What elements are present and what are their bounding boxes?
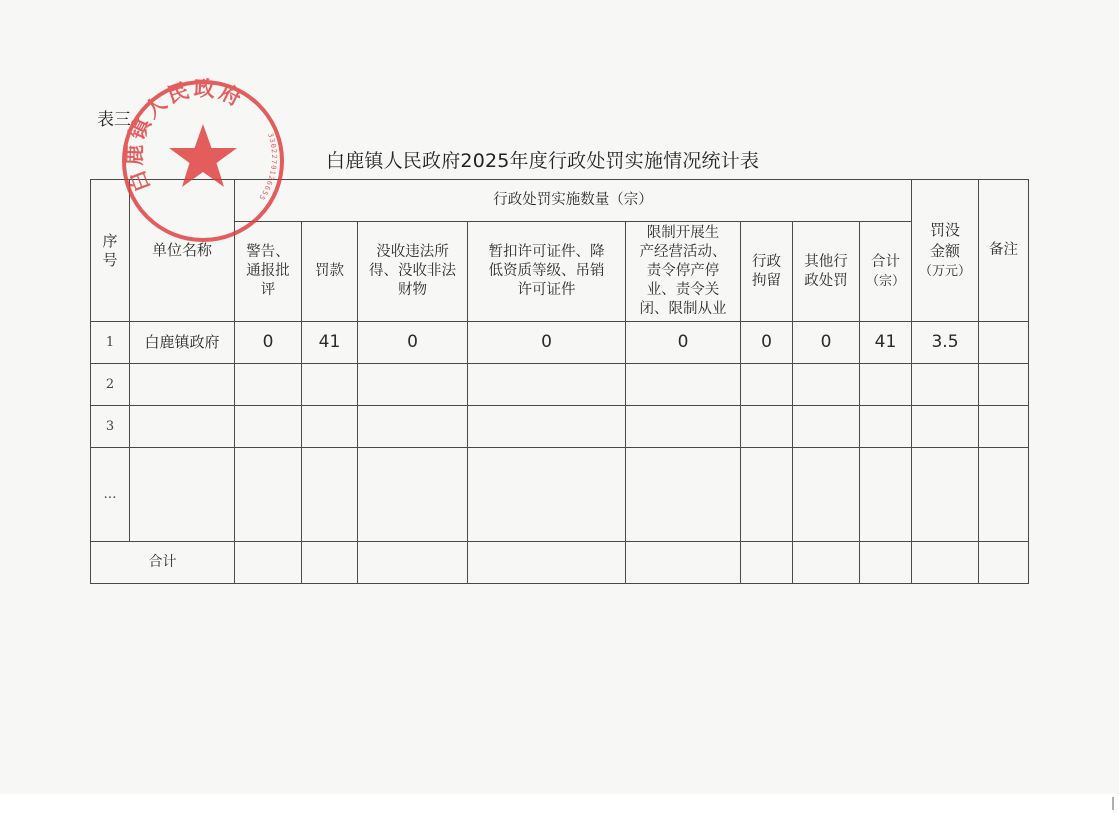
- header-warning: 警告、 通报批 评: [235, 222, 302, 322]
- header-license: 暂扣许可证件、降 低资质等级、吊销 许可证件: [468, 222, 626, 322]
- cell-detention: [741, 364, 793, 406]
- cell-confiscation: [358, 364, 468, 406]
- table-row: [91, 448, 1029, 542]
- header-total-unit: （宗）: [865, 273, 905, 289]
- cell-unit-name: [130, 406, 235, 448]
- cell-amount: 3.5: [912, 322, 979, 364]
- cell-restriction: 0: [626, 322, 741, 364]
- footer-cell: [358, 542, 468, 584]
- header-amount: [912, 180, 979, 322]
- footer-total-label: 合计: [91, 542, 235, 584]
- footer-cell: [793, 542, 860, 584]
- scan-bottom-margin: [0, 794, 1119, 814]
- cell-restriction: [626, 448, 741, 542]
- star-icon: [169, 124, 237, 187]
- cell-fine: [302, 406, 358, 448]
- table-footer-row: [91, 542, 1029, 584]
- cell-index: …: [91, 448, 130, 542]
- cell-restriction: [626, 364, 741, 406]
- header-restriction: 限制开展生 产经营活动、 责令停产停 业、责令关 闭、限制从业: [626, 222, 741, 322]
- table-row: [91, 364, 1029, 406]
- cell-warning: 0: [235, 322, 302, 364]
- cell-detention: [741, 406, 793, 448]
- cell-other: 0: [793, 322, 860, 364]
- cell-amount: [912, 364, 979, 406]
- document-title: 白鹿镇人民政府2025年度行政处罚实施情况统计表: [326, 150, 760, 172]
- table-row: [91, 322, 1029, 364]
- header-penalty-count-group: 行政处罚实施数量（宗）: [235, 180, 912, 222]
- statistics-table: [90, 179, 1029, 584]
- cell-remark: [979, 406, 1029, 448]
- seal-code: 3302270126655: [256, 132, 278, 203]
- cell-remark: [979, 322, 1029, 364]
- footer-cell: [468, 542, 626, 584]
- cell-license: [468, 364, 626, 406]
- footer-cell: [235, 542, 302, 584]
- header-amount-unit: （万元）: [918, 264, 971, 279]
- cell-fine: [302, 448, 358, 542]
- cell-amount: [912, 406, 979, 448]
- cell-confiscation: [358, 448, 468, 542]
- cell-total: [860, 364, 912, 406]
- cell-total: [860, 406, 912, 448]
- cell-warning: [235, 364, 302, 406]
- header-other: 其他行 政处罚: [793, 222, 860, 322]
- footer-cell: [302, 542, 358, 584]
- footer-cell: [979, 542, 1029, 584]
- cell-total: 41: [860, 322, 912, 364]
- header-unit-name: 单位名称: [130, 180, 235, 322]
- cell-unit-name: [130, 364, 235, 406]
- cell-restriction: [626, 406, 741, 448]
- cell-amount: [912, 448, 979, 542]
- header-detention: 行政 拘留: [741, 222, 793, 322]
- cell-warning: [235, 448, 302, 542]
- header-total: [860, 222, 912, 322]
- cell-other: [793, 364, 860, 406]
- cell-index: 3: [91, 406, 130, 448]
- cell-unit-name: [130, 448, 235, 542]
- cell-total: [860, 448, 912, 542]
- cell-license: [468, 406, 626, 448]
- header-index: 序 号: [91, 180, 130, 322]
- scan-artifact: [1112, 797, 1114, 810]
- cell-confiscation: [358, 406, 468, 448]
- cell-confiscation: 0: [358, 322, 468, 364]
- seal-text: 白鹿镇人民政府: [121, 76, 249, 196]
- header-fine: 罚款: [302, 222, 358, 322]
- cell-other: [793, 448, 860, 542]
- footer-cell: [741, 542, 793, 584]
- footer-cell: [912, 542, 979, 584]
- svg-text:白鹿镇人民政府: [121, 76, 248, 196]
- cell-other: [793, 406, 860, 448]
- cell-license: 0: [468, 322, 626, 364]
- cell-index: 1: [91, 322, 130, 364]
- header-confiscation: 没收违法所 得、没收非法 财物: [358, 222, 468, 322]
- cell-detention: [741, 448, 793, 542]
- cell-fine: [302, 364, 358, 406]
- cell-unit-name: 白鹿镇政府: [130, 322, 235, 364]
- header-amount-label: 罚没 金额: [929, 221, 960, 260]
- cell-index: 2: [91, 364, 130, 406]
- cell-license: [468, 448, 626, 542]
- header-remark: 备注: [979, 180, 1029, 322]
- cell-remark: [979, 364, 1029, 406]
- cell-remark: [979, 448, 1029, 542]
- header-total-label: 合计: [871, 253, 900, 270]
- table-label: 表三: [97, 110, 131, 130]
- table-row: [91, 406, 1029, 448]
- cell-fine: 41: [302, 322, 358, 364]
- footer-cell: [860, 542, 912, 584]
- footer-cell: [626, 542, 741, 584]
- cell-detention: 0: [741, 322, 793, 364]
- cell-warning: [235, 406, 302, 448]
